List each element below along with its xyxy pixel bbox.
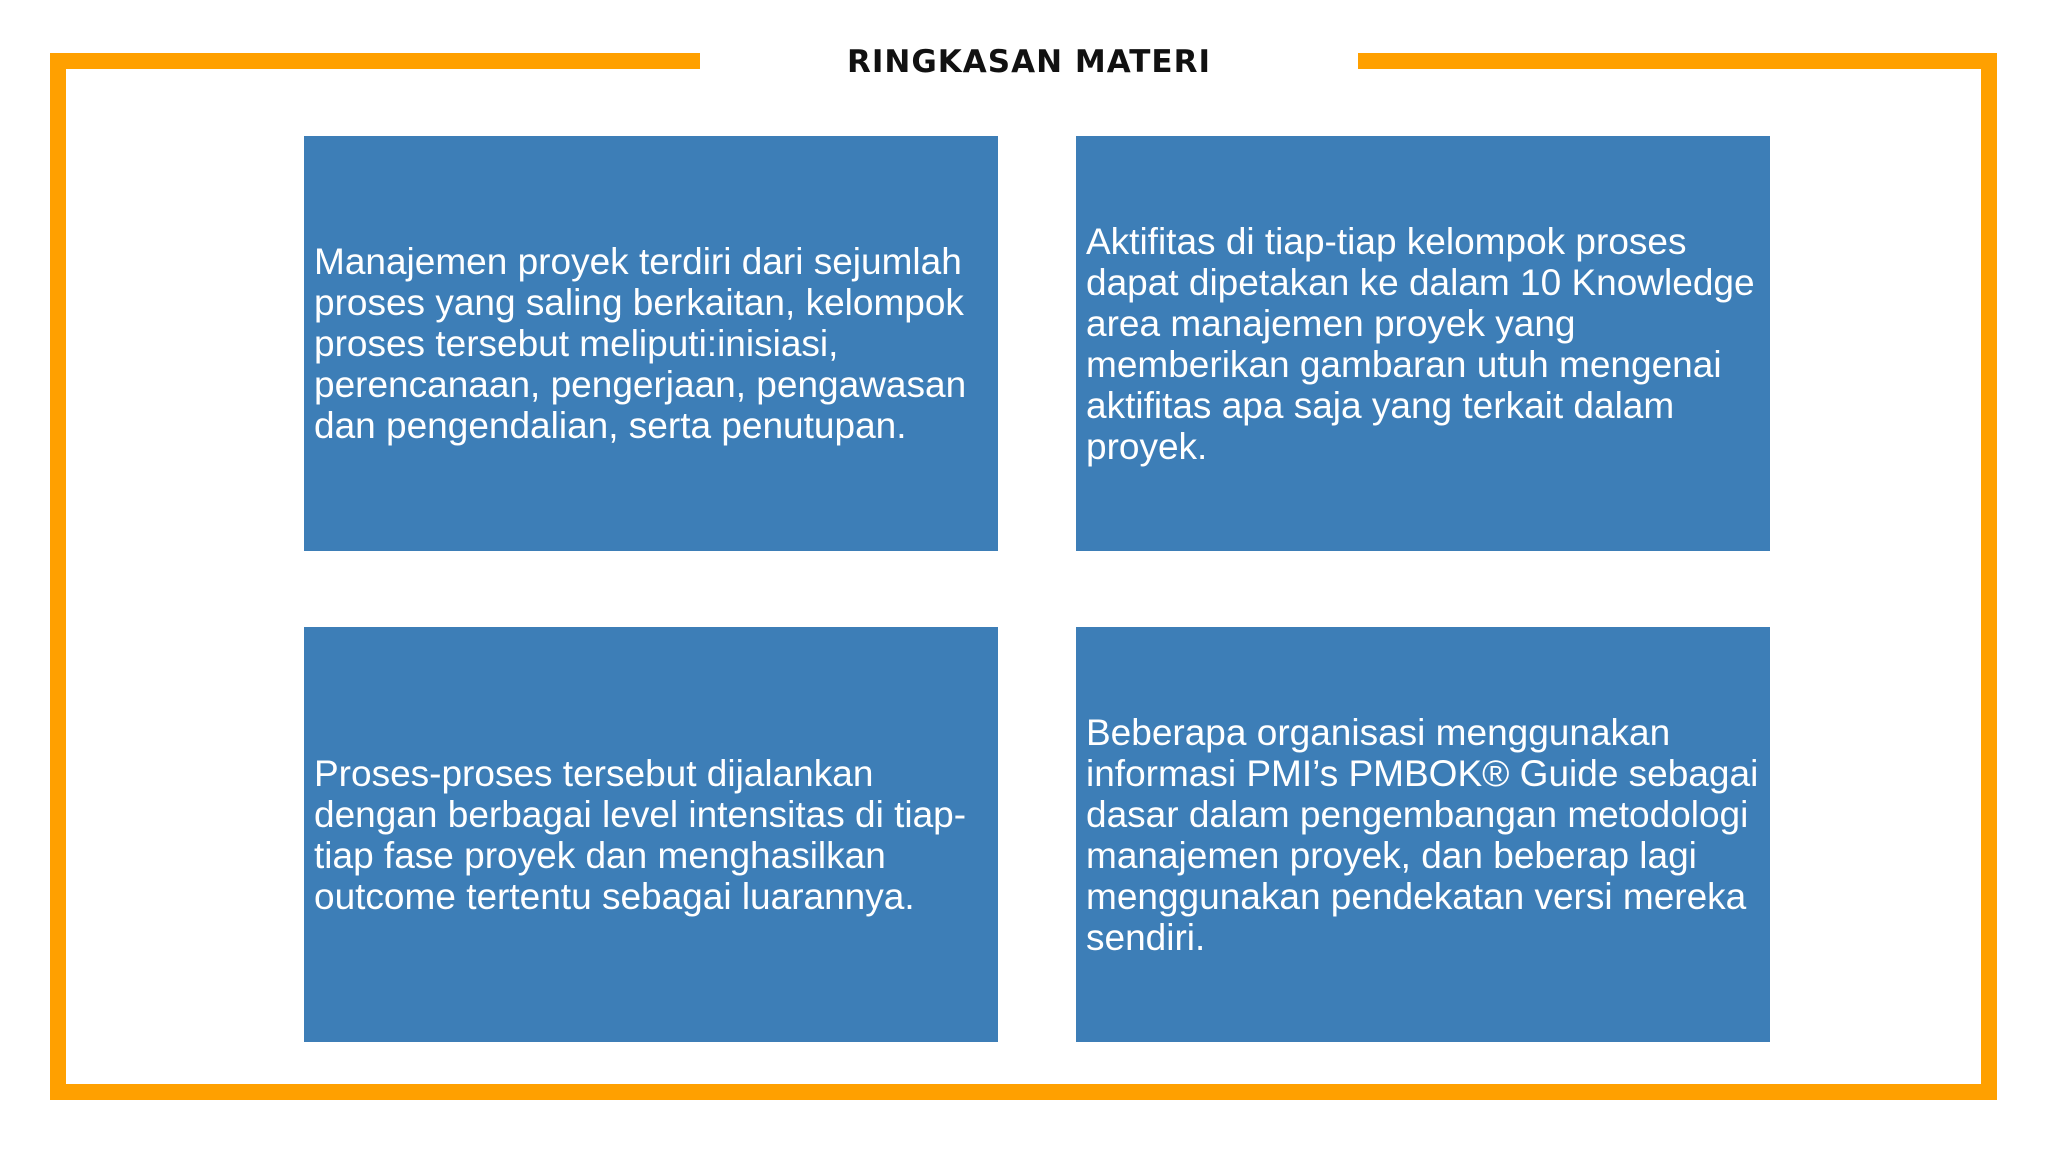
summary-card-1-text: Manajemen proyek terdiri dari sejumlah proses yang saling berkaitan, kelompok proses tersebut meliputi:inisiasi, perencanaan, pengerjaan, pengawasan dan pengendalian, serta penutupan. bbox=[314, 241, 967, 446]
summary-card-4-text: Beberapa organisasi menggunakan informasi PMI’s PMBOK® Guide sebagai dasar dalam pengembangan metodologi manajemen proyek, dan beberap lagi menggunakan pendekatan versi mereka sendiri. bbox=[1086, 711, 1759, 958]
summary-card-3-text: Proses-proses tersebut dijalankan dengan berbagai level intensitas di tiap-tiap fase proyek dan menghasilkan outcome tertentu sebagai luarannya. bbox=[314, 752, 967, 917]
summary-card-2 bbox=[1076, 136, 1770, 551]
summary-card-1 bbox=[304, 136, 998, 551]
summary-card-3 bbox=[304, 627, 998, 1042]
slide-title: RINGKASAN MATERI bbox=[846, 44, 1212, 80]
summary-card-2-text: Aktifitas di tiap-tiap kelompok proses dapat dipetakan ke dalam 10 Knowledge area manajemen proyek yang memberikan gambaran utuh mengenai aktifitas apa saja yang terkait dalam proyek. bbox=[1086, 220, 1755, 467]
summary-card-4 bbox=[1076, 627, 1770, 1042]
